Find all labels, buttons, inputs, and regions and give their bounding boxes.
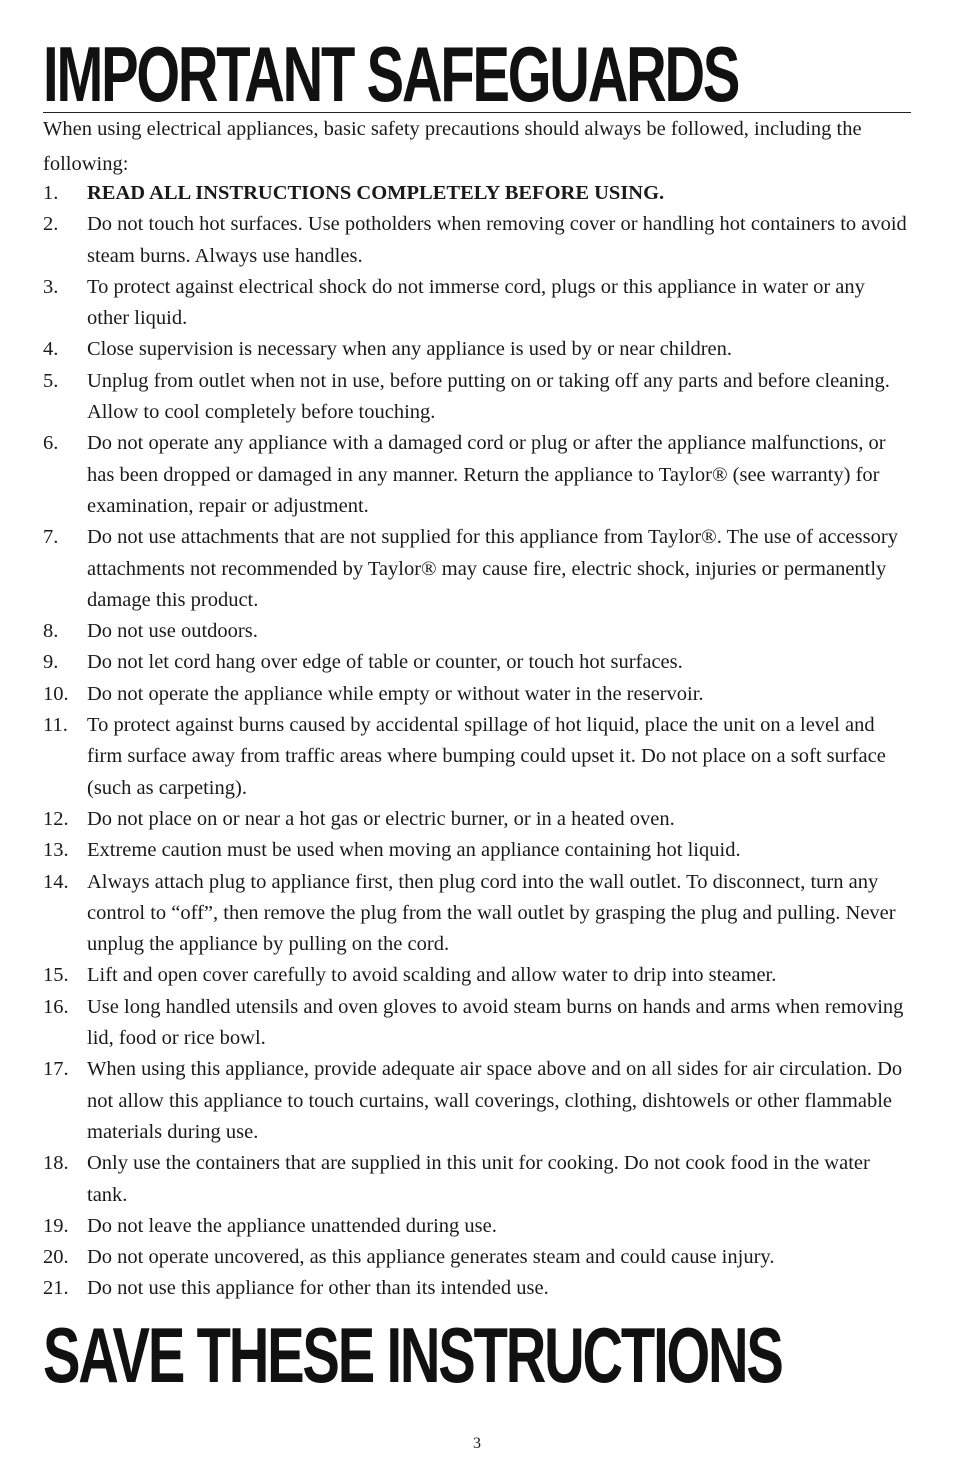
item-number: 1. — [43, 182, 59, 204]
item-number: 12. — [43, 807, 69, 830]
item-text: Do not use attachments that are not supplied for this appliance from Taylor®. The use of accessory attachments not recommended by Taylor® may cause fire, electric shock, injuries or permanently damage this product. — [87, 526, 898, 611]
list-item — [43, 178, 911, 209]
list-item — [43, 366, 911, 429]
list-item — [43, 428, 911, 522]
item-text: Do not use this appliance for other than its intended use. — [87, 1277, 549, 1300]
item-text: To protect against burns caused by accidental spillage of hot liquid, place the unit on a level and firm surface away from traffic areas where bumping could upset it. Do not place on a soft surface (such as carpeting). — [87, 714, 886, 799]
item-number: 8. — [43, 620, 59, 643]
list-item — [43, 1242, 911, 1273]
list-item — [43, 1211, 911, 1242]
item-text: Do not operate any appliance with a damaged cord or plug or after the appliance malfunctions, or has been dropped or damaged in any manner. Return the appliance to Taylor® (see warranty) for examination, repair or adjustment. — [87, 432, 886, 517]
item-number: 3. — [43, 275, 59, 298]
intro-paragraph: When using electrical appliances, basic safety precautions should always be followed, including the following: — [43, 118, 862, 175]
item-text: When using this appliance, provide adequate air space above and on all sides for air circulation. Do not allow this appliance to touch curtains, wall coverings, clothing, dishtowels or other flammable materials during use. — [87, 1058, 903, 1143]
item-number: 20. — [43, 1246, 69, 1269]
item-number: 15. — [43, 964, 69, 987]
item-text: Do not place on or near a hot gas or electric burner, or in a heated oven. — [87, 807, 675, 830]
closing-heading: SAVE THESE INSTRUCTIONS — [43, 1311, 782, 1399]
list-item — [43, 1148, 911, 1211]
item-number: 21. — [43, 1277, 69, 1300]
list-item — [43, 1273, 911, 1304]
list-item — [43, 1054, 911, 1148]
list-item — [43, 835, 911, 866]
item-number: 10. — [43, 682, 69, 705]
item-number: 6. — [43, 432, 59, 455]
list-item — [43, 616, 911, 647]
list-item — [43, 992, 911, 1055]
item-text: Use long handled utensils and oven gloves to avoid steam burns on hands and arms when removing lid, food or rice bowl. — [87, 995, 904, 1050]
item-text: To protect against electrical shock do not immerse cord, plugs or this appliance in water or any other liquid. — [87, 275, 865, 330]
safeguards-list — [43, 178, 911, 1305]
item-text: Unplug from outlet when not in use, before putting on or taking off any parts and before cleaning. Allow to cool completely before touching. — [87, 369, 890, 424]
item-text: Do not touch hot surfaces. Use potholders when removing cover or handling hot containers to avoid steam burns. Always use handles. — [87, 213, 907, 267]
list-item — [43, 209, 911, 272]
item-text: READ ALL INSTRUCTIONS COMPLETELY BEFORE USING. — [87, 182, 665, 204]
item-text: Extreme caution must be used when moving an appliance containing hot liquid. — [87, 839, 741, 862]
item-number: 17. — [43, 1058, 69, 1081]
item-text: Do not leave the appliance unattended during use. — [87, 1214, 497, 1237]
item-text: Only use the containers that are supplied in this unit for cooking. Do not cook food in the water tank. — [87, 1152, 870, 1206]
item-text: Do not use outdoors. — [87, 620, 258, 643]
item-number: 11. — [43, 714, 68, 737]
list-item — [43, 960, 911, 991]
list-item — [43, 710, 911, 804]
item-number: 19. — [43, 1214, 69, 1237]
item-number: 7. — [43, 526, 59, 549]
list-item — [43, 334, 911, 365]
list-item — [43, 647, 911, 678]
item-number: 2. — [43, 213, 59, 236]
item-text: Do not operate uncovered, as this appliance generates steam and could cause injury. — [87, 1246, 775, 1269]
item-number: 14. — [43, 870, 69, 893]
page-title: IMPORTANT SAFEGUARDS — [43, 30, 739, 118]
item-text: Do not let cord hang over edge of table or counter, or touch hot surfaces. — [87, 651, 683, 674]
list-item — [43, 522, 911, 616]
list-item — [43, 804, 911, 835]
list-item — [43, 679, 911, 710]
item-text: Always attach plug to appliance first, then plug cord into the wall outlet. To disconnect, turn any control to “off”, then remove the plug from the wall outlet by grasping the plug and pulling. Never unplug the appliance by pulling on the cord. — [87, 870, 896, 956]
item-text: Lift and open cover carefully to avoid scalding and allow water to drip into steamer. — [87, 964, 777, 987]
item-number: 4. — [43, 338, 59, 361]
list-item — [43, 867, 911, 961]
list-item — [43, 272, 911, 335]
item-number: 18. — [43, 1152, 69, 1175]
item-number: 9. — [43, 651, 59, 674]
page-number: 3 — [473, 1435, 481, 1452]
item-number: 5. — [43, 369, 59, 392]
item-number: 13. — [43, 839, 69, 862]
item-text: Close supervision is necessary when any appliance is used by or near children. — [87, 338, 732, 361]
item-text: Do not operate the appliance while empty or without water in the reservoir. — [87, 682, 704, 705]
item-number: 16. — [43, 995, 69, 1018]
